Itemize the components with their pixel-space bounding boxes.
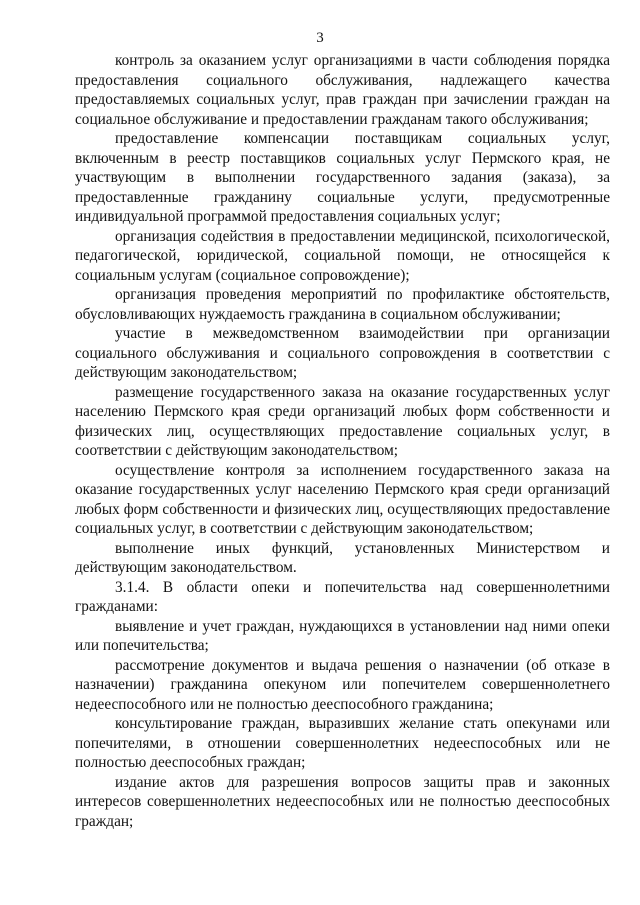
paragraph-12: консультирование граждан, выразивших желание стать опекунами или попечителями, в отношении совершеннолетних недееспособных или не полностью дееспособных граждан;	[75, 715, 610, 771]
section-heading-3-1-4: 3.1.4. В области опеки и попечительства над совершеннолетними гражданами:	[75, 578, 610, 615]
paragraph-2: предоставление компенсации поставщикам социальных услуг, включенным в реестр поставщиков социальных услуг Пермского края, не участвующим в выполнении государственного задания (заказа), за предоставленные гражданину социальные услуги, предусмотренные индивидуальной программой предоставления социальных услуг;	[75, 130, 610, 225]
paragraph-4: организация проведения мероприятий по профилактике обстоятельств, обусловливающих нуждаемость гражданина в социальном обслуживании;	[75, 286, 610, 323]
paragraph-1: контроль за оказанием услуг организациями в части соблюдения порядка предоставления социального обслуживания, надлежащего качества предоставляемых социальных услуг, прав граждан при зачислении граждан на социальное обслуживание и предоставлении гражданам такого обслуживания;	[75, 52, 610, 128]
paragraph-13: издание актов для разрешения вопросов защиты прав и законных интересов совершеннолетних недееспособных или не полностью дееспособных граждан;	[75, 773, 610, 830]
paragraph-10: выявление и учет граждан, нуждающихся в установлении над ними опеки или попечительства;	[75, 617, 610, 654]
page-number: 3	[316, 30, 324, 46]
paragraph-6: размещение государственного заказа на оказание государственных услуг населению Пермского края среди организаций любых форм собственности и физических лиц, осуществляющих предоставление социальных услуг, в соответствии с действующим законодательством;	[75, 383, 610, 459]
paragraph-5: участие в межведомственном взаимодействии при организации социального обслуживания и социального сопровождения в соответствии с действующим законодательством;	[75, 325, 610, 381]
paragraph-11: рассмотрение документов и выдача решения о назначении (об отказе в назначении) гражданина опекуном или попечителем совершеннолетнего недееспособного или не полностью дееспособного гражданина;	[75, 656, 610, 713]
paragraph-3: организация содействия в предоставлении медицинской, психологической, педагогической, юридической, социальной помощи, не относящейся к социальным услугам (социальное сопровождение);	[75, 227, 610, 284]
document-body	[75, 51, 610, 831]
paragraph-7: осуществление контроля за исполнением государственного заказа на оказание государственных услуг населению Пермского края среди организаций любых форм собственности и физических лиц, осуществляющих предоставление социальных услуг, в соответствии с действующим законодательством;	[75, 461, 610, 537]
paragraph-8: выполнение иных функций, установленных Министерством и действующим законодательством.	[75, 539, 610, 576]
